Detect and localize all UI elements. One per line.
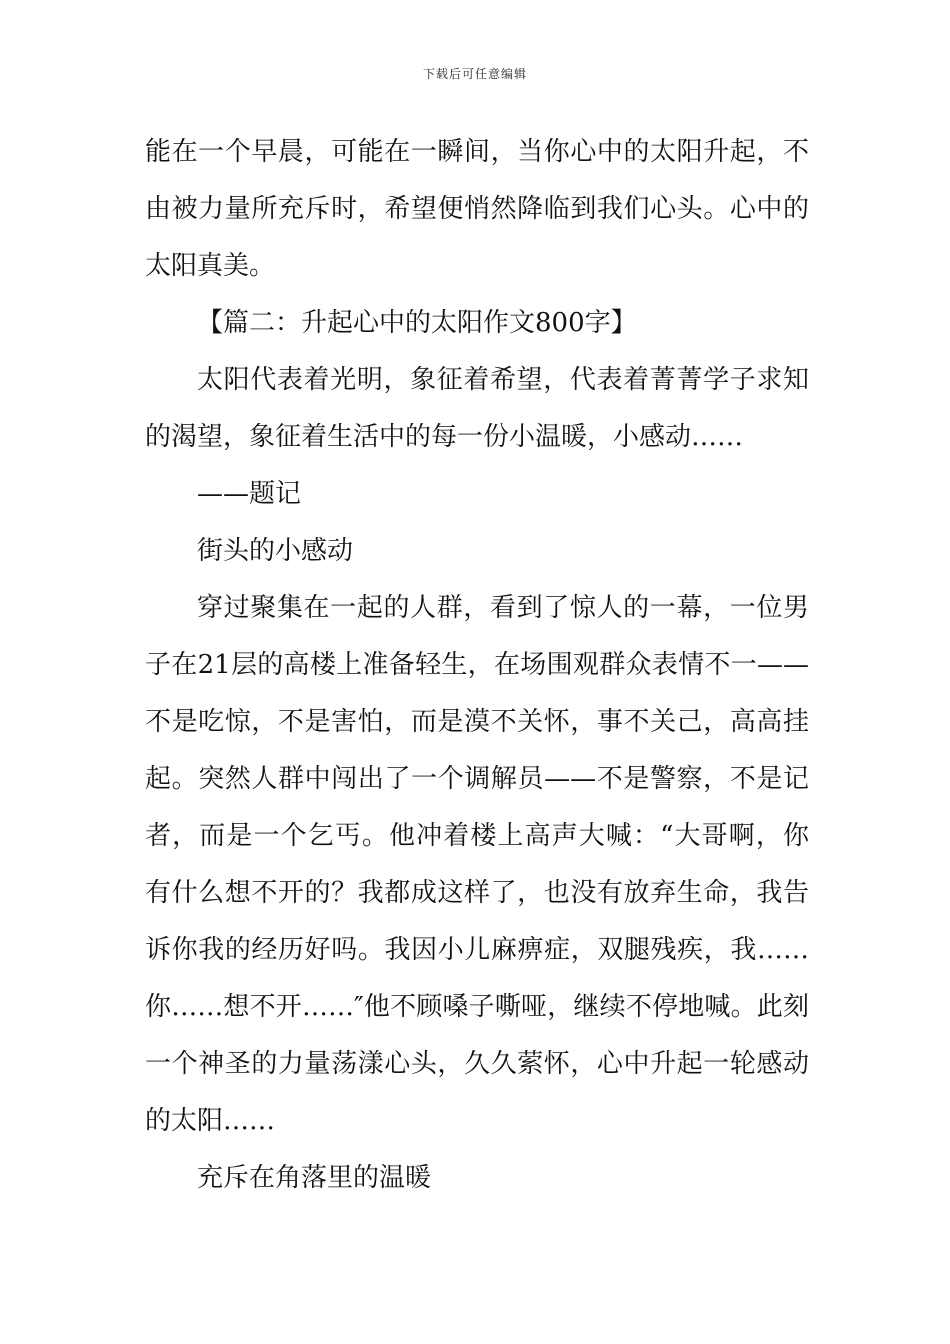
text-line: 子在21层的高楼上准备轻生，在场围观群众表情不一——	[145, 650, 809, 680]
text-line: 穿过聚集在一起的人群，看到了惊人的一幕，一位男	[197, 593, 809, 623]
text-line: 一个神圣的力量荡漾心头，久久萦怀，心中升起一轮感动	[145, 1049, 809, 1079]
text-line: 你……想不开……″他不顾嗓子嘶哑，继续不停地喊。此刻	[145, 992, 809, 1022]
text-line: 有什么想不开的？我都成这样了，也没有放弃生命，我告	[145, 878, 809, 908]
document-body	[145, 124, 809, 1207]
page-header: 下载后可任意编辑	[422, 67, 527, 81]
text-line: 不是吃惊，不是害怕，而是漠不关怀，事不关己，高高挂	[145, 707, 809, 737]
epigraph-attribution: ——题记	[197, 479, 302, 509]
text-line: 太阳真美。	[145, 251, 276, 281]
text-line: 诉你我的经历好吗。我因小儿麻痹症，双腿残疾，我……	[145, 935, 809, 965]
text-line: 者，而是一个乞丐。他冲着楼上高声大喊：“大哥啊，你	[145, 821, 809, 851]
text-line: 能在一个早晨，可能在一瞬间，当你心中的太阳升起，不	[145, 137, 809, 167]
subsection-title: 街头的小感动	[197, 536, 354, 566]
text-line: 由被力量所充斥时，希望便悄然降临到我们心头。心中的	[145, 194, 809, 224]
text-line: 的渴望，象征着生活中的每一份小温暖，小感动……	[145, 422, 744, 452]
subsection-title: 充斥在角落里的温暖	[197, 1163, 432, 1193]
section-heading: 【篇二：升起心中的太阳作文800字】	[197, 308, 637, 338]
text-line: 起。突然人群中闯出了一个调解员——不是警察，不是记	[145, 764, 809, 794]
text-line: 太阳代表着光明，象征着希望，代表着菁菁学子求知	[197, 365, 809, 395]
text-line: 的太阳……	[145, 1106, 276, 1136]
